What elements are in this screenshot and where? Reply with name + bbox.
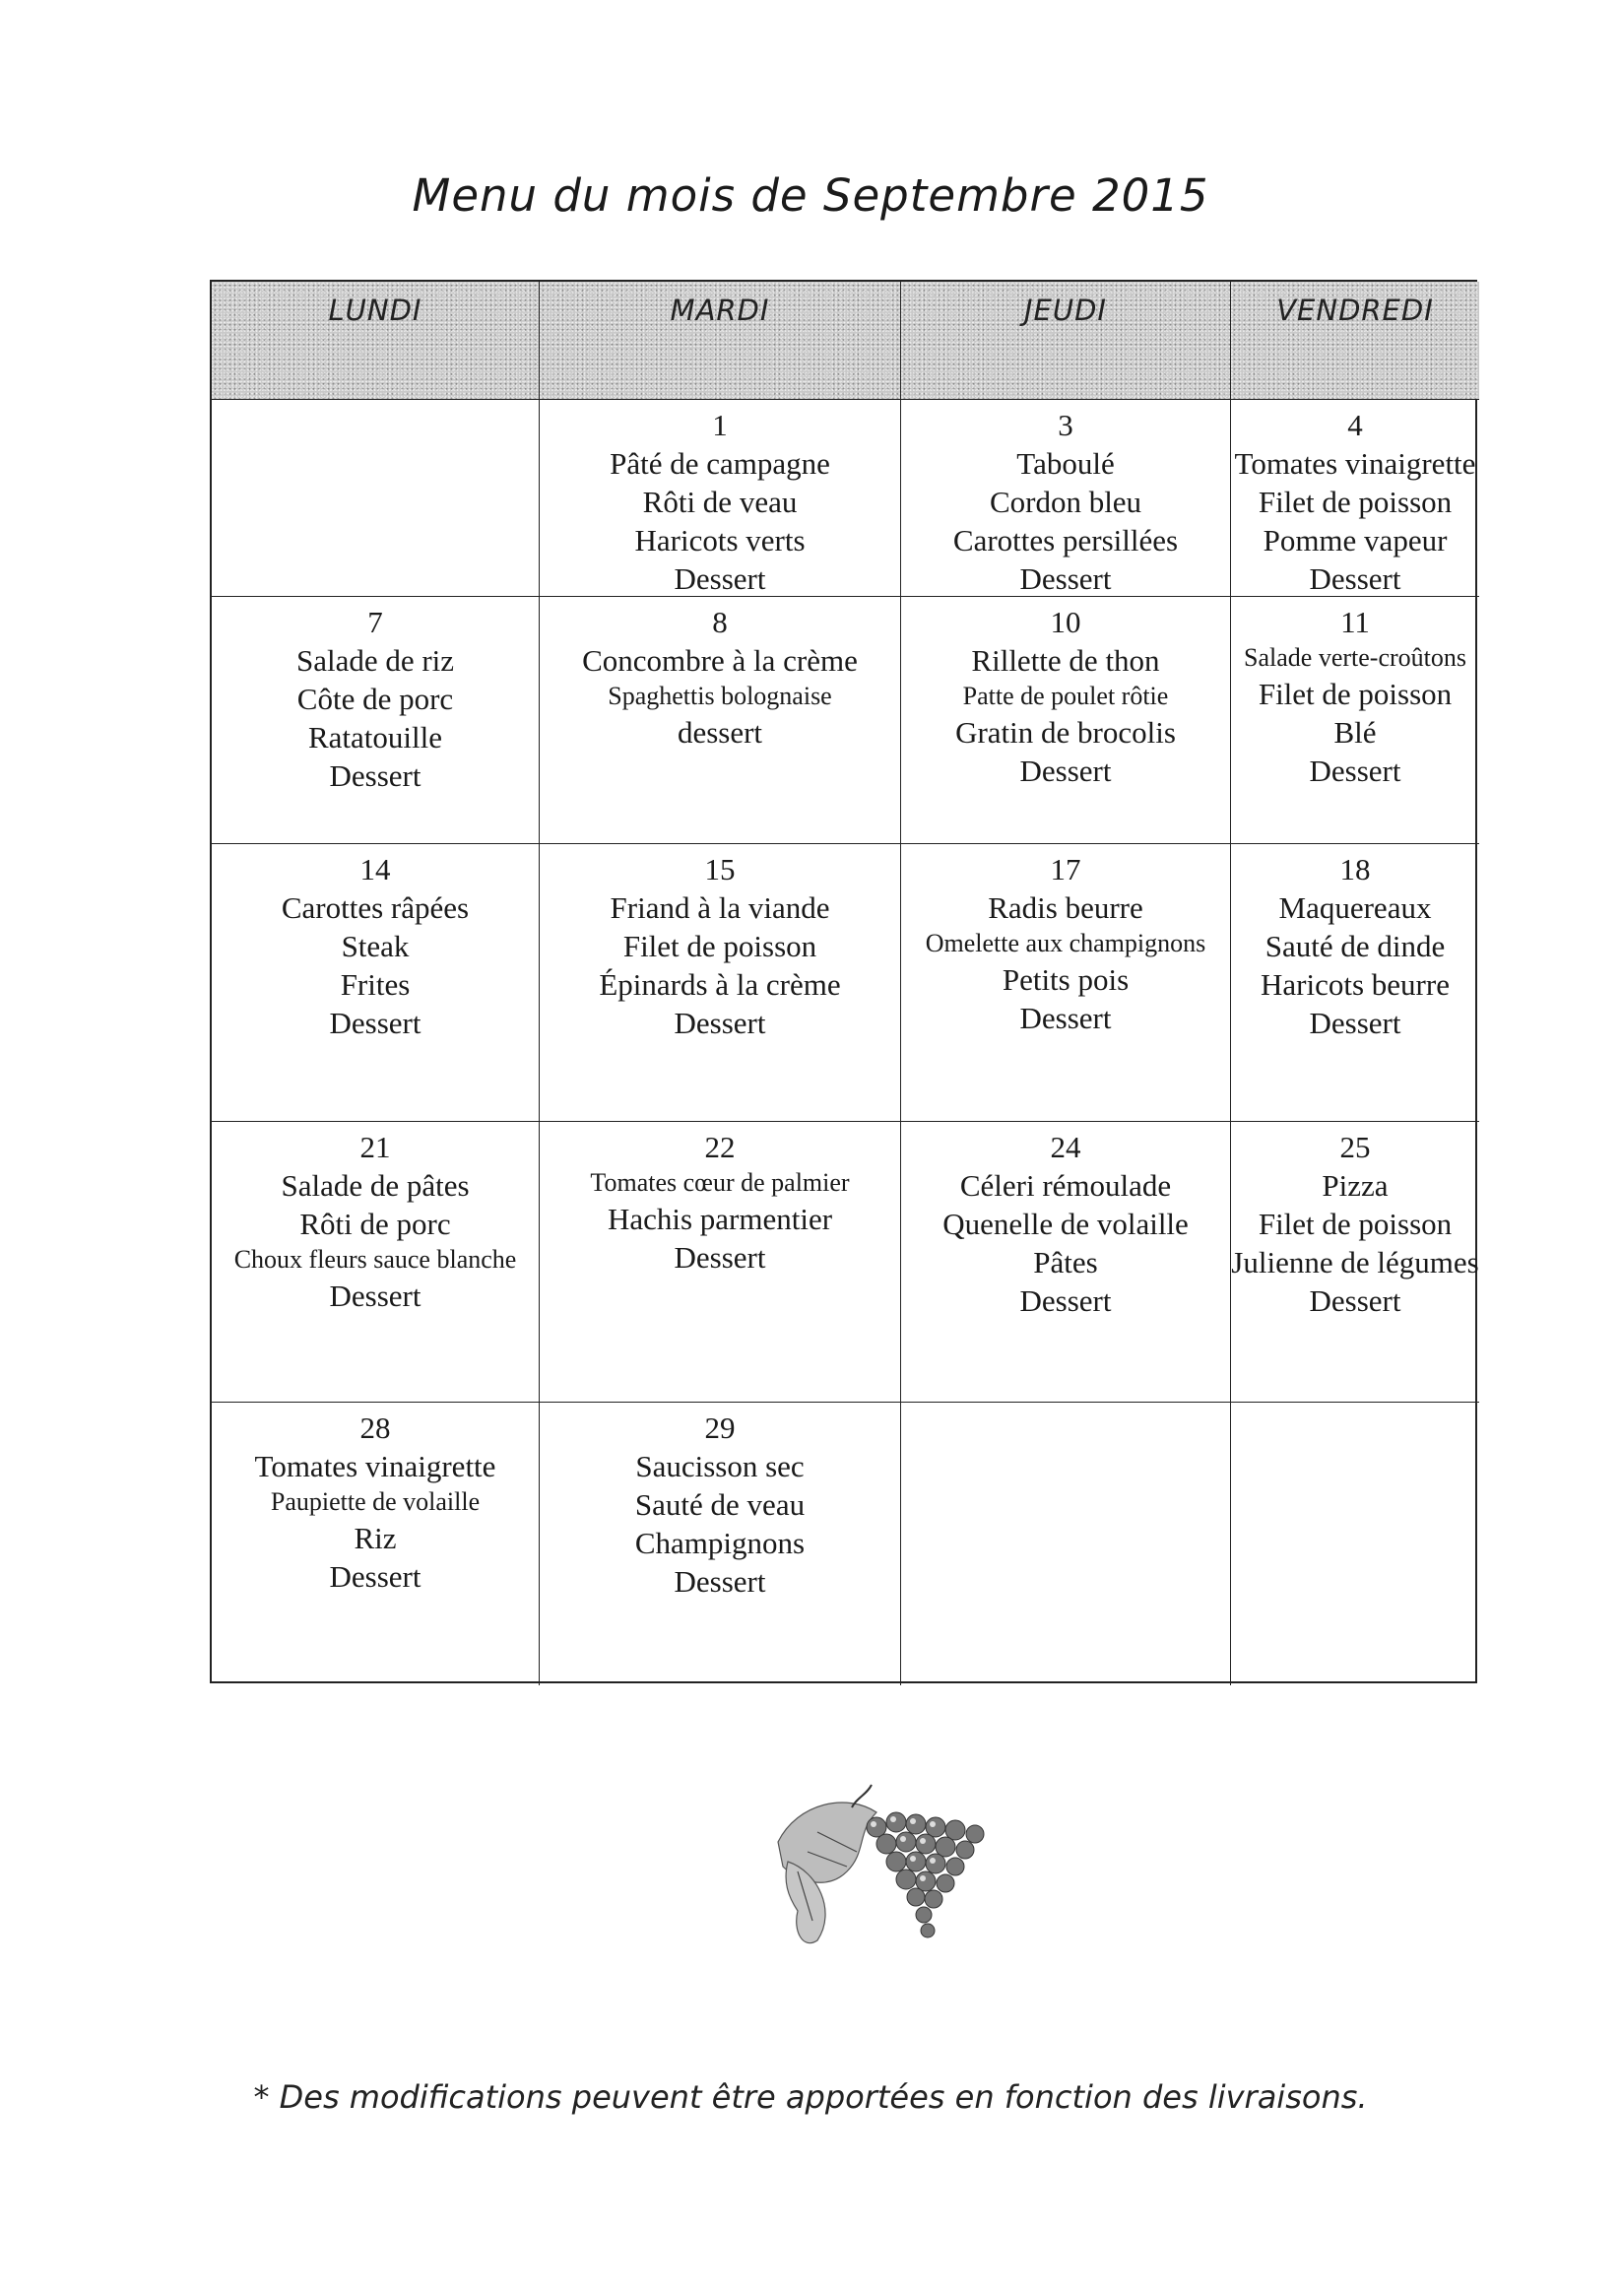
dish-item: Saucisson sec (635, 1449, 805, 1483)
day-number: 4 (1347, 408, 1363, 442)
dish-item: Dessert (1309, 1006, 1401, 1040)
dish-item: Patte de poulet rôtie (962, 682, 1169, 710)
day-number: 3 (1058, 408, 1073, 442)
day-number: 24 (1050, 1130, 1081, 1164)
dish-item: Radis beurre (988, 890, 1143, 925)
menu-cell-lundi (212, 597, 540, 844)
dish-item: Salade de pâtes (281, 1168, 470, 1203)
dish-item: dessert (677, 715, 763, 750)
grape-vine-illustration (758, 1773, 1024, 1990)
dish-item: Friand à la viande (610, 890, 830, 925)
dish-item: Taboulé (1016, 446, 1115, 481)
day-number: 8 (712, 605, 728, 639)
column-header-label: LUNDI (328, 294, 422, 327)
dish-item: Paupiette de volaille (270, 1487, 481, 1516)
menu-cell-mardi (540, 844, 901, 1122)
menu-cell-mardi (540, 1122, 901, 1403)
dish-item: Blé (1333, 715, 1377, 750)
column-header-vendredi (1231, 282, 1479, 400)
page-title: Menu du mois de Septembre 2015 (412, 169, 1209, 222)
menu-cell-lundi (212, 1403, 540, 1685)
dish-item: Filet de poisson (1258, 485, 1453, 519)
menu-cell-mardi (540, 597, 901, 844)
day-number: 21 (359, 1130, 391, 1164)
dish-item: Dessert (329, 758, 421, 793)
dish-item: Épinards à la crème (599, 967, 841, 1002)
dish-item: Dessert (1019, 1283, 1112, 1318)
dish-item: Choux fleurs sauce blanche (233, 1245, 517, 1274)
day-number: 10 (1050, 605, 1081, 639)
dish-item: Dessert (674, 561, 766, 596)
dish-item: Carottes persillées (952, 523, 1179, 558)
menu-cell-jeudi (901, 597, 1231, 844)
menu-table (210, 280, 1477, 1683)
dish-item: Tomates vinaigrette (1234, 446, 1476, 481)
menu-cell-vendredi (1231, 597, 1479, 844)
dish-item: Dessert (1309, 561, 1401, 596)
dish-item: Cordon bleu (989, 485, 1142, 519)
dish-item: Gratin de brocolis (955, 715, 1176, 750)
day-number: 18 (1339, 852, 1371, 886)
dish-item: Dessert (1019, 1001, 1112, 1035)
dish-item: Rillette de thon (971, 643, 1160, 678)
dish-item: Ratatouille (307, 720, 443, 754)
dish-item: Dessert (674, 1564, 766, 1599)
menu-cell-lundi (212, 844, 540, 1122)
menu-cell-mardi (540, 400, 901, 597)
menu-cell-mardi (540, 1403, 901, 1685)
dish-item: Pomme vapeur (1263, 523, 1448, 558)
menu-cell-jeudi (901, 844, 1231, 1122)
dish-item: Steak (341, 929, 410, 963)
dish-item: Côte de porc (296, 682, 454, 716)
dish-item: Filet de poisson (1258, 1207, 1453, 1241)
day-number: 7 (367, 605, 383, 639)
dish-item: Dessert (1309, 754, 1401, 788)
dish-item: Omelette aux champignons (925, 929, 1206, 957)
menu-cell-vendredi (1231, 844, 1479, 1122)
dish-item: Spaghettis bolognaise (608, 682, 832, 710)
dish-item: Dessert (329, 1006, 421, 1040)
day-number: 1 (712, 408, 728, 442)
dish-item: Pâtes (1033, 1245, 1098, 1279)
dish-item: Rôti de porc (299, 1207, 451, 1241)
dish-item: Sauté de dinde (1264, 929, 1446, 963)
dish-item: Quenelle de volaille (942, 1207, 1189, 1241)
dish-item: Filet de poisson (622, 929, 817, 963)
column-header-label: MARDI (670, 294, 770, 327)
day-number: 14 (359, 852, 391, 886)
column-header-jeudi (901, 282, 1231, 400)
column-header-lundi (212, 282, 540, 400)
dish-item: Concombre à la crème (582, 643, 858, 678)
dish-item: Pizza (1322, 1168, 1389, 1203)
dish-item: Maquereaux (1278, 890, 1432, 925)
dish-item: Dessert (329, 1279, 421, 1313)
dish-item: Champignons (634, 1526, 806, 1560)
day-number: 15 (704, 852, 736, 886)
dish-item: Céleri rémoulade (959, 1168, 1172, 1203)
menu-cell-jeudi (901, 1122, 1231, 1403)
dish-item: Frites (340, 967, 411, 1002)
menu-cell-vendredi (1231, 400, 1479, 597)
day-number: 22 (704, 1130, 736, 1164)
dish-item: Petits pois (1002, 962, 1130, 997)
day-number: 29 (704, 1410, 736, 1445)
dish-item: Haricots verts (634, 523, 806, 558)
dish-item: Hachis parmentier (607, 1202, 833, 1236)
menu-cell-vendredi (1231, 1122, 1479, 1403)
menu-cell-lundi (212, 1122, 540, 1403)
dish-item: Dessert (674, 1240, 766, 1275)
column-header-label: JEUDI (1024, 294, 1107, 327)
dish-item: Rôti de veau (642, 485, 798, 519)
day-number: 25 (1339, 1130, 1371, 1164)
dish-item: Pâté de campagne (610, 446, 830, 481)
dish-item: Dessert (674, 1006, 766, 1040)
menu-cell-jeudi (901, 1403, 1231, 1685)
dish-item: Salade verte-croûtons (1244, 643, 1466, 672)
column-header-label: VENDREDI (1276, 294, 1434, 327)
dish-item: Dessert (1309, 1283, 1401, 1318)
footnote: * Des modifications peuvent être apportées en fonction des livraisons. (253, 2078, 1368, 2116)
dish-item: Tomates vinaigrette (254, 1449, 496, 1483)
column-header-mardi (540, 282, 901, 400)
menu-cell-lundi (212, 400, 540, 597)
menu-cell-vendredi (1231, 1403, 1479, 1685)
dish-item: Salade de riz (295, 643, 455, 678)
dish-item: Sauté de veau (634, 1487, 806, 1522)
dish-item: Julienne de légumes (1231, 1245, 1479, 1279)
dish-item: Haricots beurre (1261, 967, 1450, 1002)
menu-cell-jeudi (901, 400, 1231, 597)
day-number: 11 (1340, 605, 1370, 639)
dish-item: Filet de poisson (1258, 677, 1453, 711)
dish-item: Riz (354, 1521, 397, 1555)
day-number: 17 (1050, 852, 1081, 886)
dish-item: Dessert (1019, 561, 1112, 596)
dish-item: Dessert (1019, 754, 1112, 788)
dish-item: Carottes râpées (281, 890, 470, 925)
day-number: 28 (359, 1410, 391, 1445)
dish-item: Dessert (329, 1559, 421, 1594)
dish-item: Tomates cœur de palmier (590, 1168, 850, 1197)
